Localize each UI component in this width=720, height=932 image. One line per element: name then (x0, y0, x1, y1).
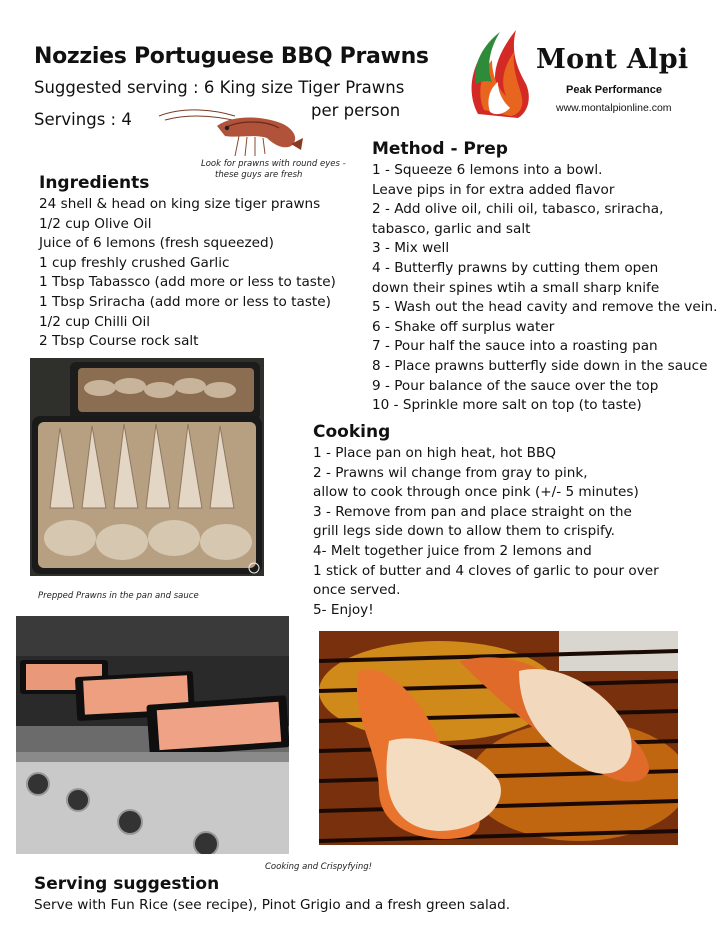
method-line: Leave pips in for extra added flavor (372, 181, 615, 198)
ingredient-item: 1 Tbsp Sriracha (add more or less to taste) (39, 293, 331, 310)
serving-heading: Serving suggestion (34, 874, 220, 894)
method-line: 2 - Add olive oil, chili oil, tabasco, sriracha, (372, 201, 664, 218)
prepped-prawns-photo (30, 358, 264, 576)
cooking-line: once served. (313, 582, 401, 599)
method-line: 9 - Pour balance of the sauce over the top (372, 377, 659, 394)
recipe-title: Nozzies Portuguese BBQ Prawns (34, 44, 429, 69)
ingredient-item: 1 cup freshly crushed Garlic (39, 254, 230, 271)
ingredient-item: 2 Tbsp Course rock salt (39, 333, 199, 350)
method-line: 7 - Pour half the sauce into a roasting pan (372, 338, 658, 355)
grilled-prawns-photo (319, 631, 678, 845)
cooking-caption: Cooking and Crispyfying! (265, 862, 373, 872)
ingredient-item: 1/2 cup Olive Oil (39, 215, 152, 232)
method-line: 8 - Place prawns butterfly side down in the sauce (372, 357, 708, 374)
ingredient-item: 1 Tbsp Tabassco (add more or less to taste) (39, 274, 336, 291)
ingredients-list (39, 195, 336, 352)
mont-alpi-logo (470, 24, 710, 124)
method-line: down their spines wtih a small sharp knife (372, 279, 660, 296)
method-line: 1 - Squeeze 6 lemons into a bowl. (372, 162, 603, 178)
cooking-line: 5- Enjoy! (313, 601, 374, 618)
logo-brand: Mont Alpi (536, 44, 689, 75)
logo-url: www.montalpionline.com (556, 102, 672, 114)
method-line: tabasco, garlic and salt (372, 220, 531, 237)
cooking-line: 2 - Prawns wil change from gray to pink, (313, 464, 588, 481)
ingredients-heading: Ingredients (39, 173, 150, 193)
suggested-serving-cont: per person (311, 101, 401, 120)
logo-tagline: Peak Performance (566, 84, 662, 96)
cooking-heading: Cooking (313, 422, 391, 442)
cooking-line: 1 - Place pan on high heat, hot BBQ (313, 445, 556, 461)
prawn-caption (201, 159, 346, 181)
method-steps (372, 161, 718, 416)
method-line: 10 - Sprinkle more salt on top (to taste) (372, 397, 642, 414)
bbq-pans-photo (16, 616, 289, 854)
ingredient-item: 24 shell & head on king size tiger prawns (39, 196, 321, 212)
prepped-caption: Prepped Prawns in the pan and sauce (38, 591, 199, 601)
servings-count: Servings : 4 (34, 110, 132, 129)
method-line: 3 - Mix well (372, 240, 450, 257)
raw-prawn-image (155, 104, 305, 158)
serving-text: Serve with Fun Rice (see recipe), Pinot Grigio and a fresh green salad. (34, 897, 511, 913)
ingredient-item: 1/2 cup Chilli Oil (39, 313, 151, 330)
cooking-line: 1 stick of butter and 4 cloves of garlic to pour over (313, 562, 659, 579)
method-heading: Method - Prep (372, 139, 508, 159)
method-line: 6 - Shake off surplus water (372, 318, 555, 335)
method-line: 5 - Wash out the head cavity and remove the vein. (372, 299, 718, 316)
suggested-serving: Suggested serving : 6 King size Tiger Prawns (34, 78, 405, 97)
cooking-line: allow to cook through once pink (+/- 5 minutes) (313, 484, 639, 501)
method-line: 4 - Butterfly prawns by cutting them open (372, 259, 659, 276)
prawn-caption-line: Look for prawns with round eyes - (201, 159, 346, 169)
cooking-line: grill legs side down to allow them to crispify. (313, 523, 615, 540)
prawn-caption-line: these guys are fresh (215, 170, 303, 180)
flame-icon (470, 26, 532, 120)
cooking-line: 3 - Remove from pan and place straight on the (313, 503, 632, 520)
ingredient-item: Juice of 6 lemons (fresh squeezed) (39, 235, 274, 252)
cooking-steps (313, 444, 659, 620)
cooking-line: 4- Melt together juice from 2 lemons and (313, 542, 592, 559)
